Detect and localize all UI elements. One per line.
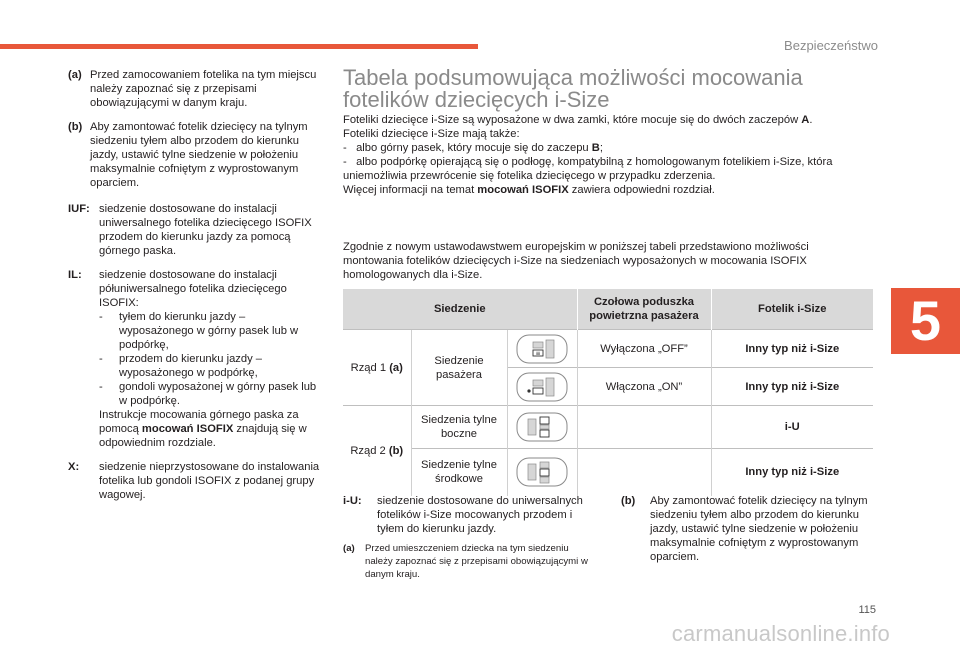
seat-name: Siedzenie pasażera	[411, 330, 507, 406]
isize-value: Inny typ niż i-Size	[711, 449, 873, 496]
list-item: - przodem do kierunku jazdy – wyposażonego w podpórkę,	[99, 352, 320, 380]
text-span: albo górny pasek, który mocuje się do zaczepu	[356, 142, 589, 154]
definition-body	[99, 268, 320, 450]
header-seat: Siedzenie	[343, 289, 577, 330]
definition-term: X:	[68, 461, 80, 473]
definition-iuf	[68, 202, 320, 258]
row-label-note: (b)	[388, 444, 404, 457]
row-label	[343, 330, 411, 406]
note-b	[68, 120, 320, 190]
left-column	[68, 68, 320, 512]
header-airbag: Czołowa poduszka powietrzna pasażera	[577, 289, 711, 330]
airbag-state: Wyłączona „OFF”	[577, 330, 711, 368]
definition-term: IL:	[68, 269, 82, 281]
bold-span: A	[801, 114, 810, 126]
seat-diagram	[507, 449, 577, 496]
table-header-row	[343, 289, 873, 330]
definition-il	[68, 268, 320, 450]
footnote-a	[343, 542, 593, 581]
row-label-note: (a)	[389, 361, 403, 374]
intro-line: Foteliki dziecięce i-Size są wyposażone w dwa zamki, które mocuje się do dwóch zaczepów A.	[343, 114, 813, 126]
airbag-state-empty	[577, 406, 711, 449]
definition-text: siedzenie dostosowane do instalacji uniwersalnego fotelika dziecięcego ISOFIX przodem do kierunku jazdy za pomocą górnego paska.	[99, 203, 312, 257]
note-text: Aby zamontować fotelik dziecięcy na tylnym siedzeniu tyłem albo przodem do kierunku jazdy, ustawić tylne siedzenie w położeniu maksymalnie cofniętym z wyprostowanym oparciem.	[90, 121, 308, 189]
text-span: albo podpórkę opierającą się o podłogę, kompatybilną z homologowanym fotelikiem i-Size, która uniemożliwia przewrócenie się fotelika dziecięcego w przypadku zderzenia.	[343, 156, 833, 182]
car-seat-rear-side-icon	[509, 411, 576, 443]
seat-diagram	[507, 330, 577, 368]
definition-text: siedzenie dostosowane do instalacji półuniwersalnego fotelika dziecięcego ISOFIX:	[99, 269, 287, 309]
table-row	[343, 406, 873, 449]
footnotes-right	[621, 494, 871, 574]
definition-text: siedzenie nieprzystosowane do instalowania fotelika lub gondoli ISOFIX z podanej grupy wagowej.	[99, 461, 320, 501]
note-key: (b)	[621, 495, 636, 507]
seat-name: Siedzenia tylne boczne	[411, 406, 507, 449]
note-key: (a)	[68, 69, 82, 81]
isize-value: i-U	[711, 406, 873, 449]
intro-line	[343, 183, 863, 197]
seat-diagram	[507, 406, 577, 449]
chapter-tab: 5	[891, 288, 960, 354]
definition-term: i-U:	[343, 495, 362, 507]
seat-diagram	[507, 368, 577, 406]
car-seat-front-passenger-icon	[509, 333, 576, 365]
seat-table	[343, 289, 873, 496]
definition-text: siedzenie dostosowane do uniwersalnych fotelików i-Size mocowanych przodem i tyłem do kierunku jazdy.	[377, 495, 583, 535]
table-row	[343, 449, 873, 496]
airbag-state-empty	[577, 449, 711, 496]
note-a	[68, 68, 320, 110]
top-accent-bar	[0, 44, 478, 49]
definition-term: IUF:	[68, 203, 90, 215]
row-label	[343, 406, 411, 496]
table-row	[343, 330, 873, 368]
intro-item: - albo podpórkę opierającą się o podłogę, kompatybilną z homologowanym fotelikiem i-Size, która uniemożliwia przewrócenie się fotelika dziecięcego w przypadku zderzenia.	[343, 156, 833, 182]
intro-item: - albo górny pasek, który mocuje się do zaczepu B;	[343, 142, 603, 154]
bold-span: mocowań ISOFIX	[141, 423, 234, 435]
page-title: Tabela podsumowująca możliwości mocowania fotelików dziecięcych i-Size	[343, 65, 803, 112]
text-span: Instrukcje mocowania górnego paska za pomocą	[99, 409, 299, 435]
car-seat-rear-center-icon	[509, 456, 576, 488]
section-title: Bezpieczeństwo	[784, 38, 878, 53]
intro-text	[343, 113, 863, 197]
definition-extra	[99, 408, 320, 450]
text-span: Więcej informacji na temat	[343, 184, 475, 196]
airbag-state: Włączona „ON”	[577, 368, 711, 406]
text-span: zawiera odpowiedni rozdział.	[571, 184, 715, 196]
note-text: Przed zamocowaniem fotelika na tym miejscu należy zapoznać się z przepisami obowiązującymi w danym kraju.	[90, 69, 317, 109]
list-item: - tyłem do kierunku jazdy – wyposażonego w górny pasek lub w podpórkę,	[99, 310, 320, 352]
seat-name: Siedzenie tylne środkowe	[411, 449, 507, 496]
note-key: (b)	[68, 121, 83, 133]
bold-span: mocowań ISOFIX	[477, 184, 569, 196]
bold-span: B	[591, 142, 600, 154]
footnotes-left	[343, 494, 593, 591]
car-seat-front-passenger-icon	[509, 371, 576, 403]
row-label-text: Rząd 2	[350, 444, 386, 457]
definition-list	[99, 310, 320, 408]
intro-line: Foteliki dziecięce i-Size mają także:	[343, 128, 520, 140]
note-text: Przed umieszczeniem dziecka na tym siedzeniu należy zapoznać się z przepisami obowiązującymi w danym kraju.	[365, 543, 588, 580]
row-label-text: Rząd 1	[350, 361, 387, 374]
text-span: znajdują się w odpowiednim rozdziale.	[99, 423, 307, 449]
watermark: carmanualsonline.info	[671, 621, 890, 646]
note-text: Aby zamontować fotelik dziecięcy na tylnym siedzeniu tyłem albo przodem do kierunku jazdy, ustawić tylne siedzenie w położeniu maksymalnie cofniętym z wyprostowanym oparciem.	[650, 495, 868, 563]
footnote-b	[621, 494, 871, 564]
footnote-iu	[343, 494, 593, 536]
header-isize: Fotelik i-Size	[711, 289, 873, 330]
isize-value: Inny typ niż i-Size	[711, 368, 873, 406]
svg-text:≡: ≡	[535, 349, 541, 357]
list-item: - gondoli wyposażonej w górny pasek lub w podpórkę.	[99, 380, 320, 408]
isize-value: Inny typ niż i-Size	[711, 330, 873, 368]
definition-x	[68, 460, 320, 502]
note-key: (a)	[343, 543, 355, 554]
legislation-paragraph: Zgodnie z nowym ustawodawstwem europejskim w poniższej tabeli przedstawiono możliwości montowania fotelików dziecięcych i-Size na siedzeniach wyposażonych w mocowania ISOFIX homologowanych dla i-Size.	[343, 241, 809, 281]
page-number: 115	[858, 604, 876, 616]
text-span: Foteliki dziecięce i-Size są wyposażone w dwa zamki, które mocuje się do dwóch zaczepów	[343, 114, 799, 126]
